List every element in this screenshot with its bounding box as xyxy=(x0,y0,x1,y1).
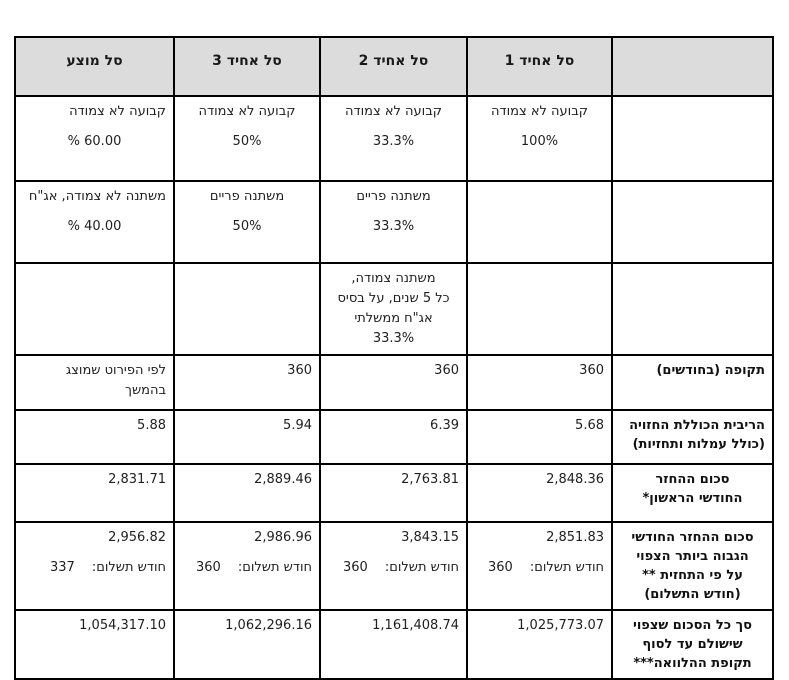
row-label-line: (כולל עמלות ותחזיות) xyxy=(632,437,765,452)
cell-text-line: 5.94 xyxy=(283,418,312,433)
cell-text-line: 6.39 xyxy=(430,418,459,433)
table-row-interest-type-1 xyxy=(15,96,773,181)
payment-month-label: חודש תשלום: xyxy=(237,560,312,575)
row-label xyxy=(612,522,773,610)
payment-month-label: חודש תשלום: xyxy=(529,560,604,575)
table-cell xyxy=(467,522,612,610)
cell-text-line: משתנה פריים xyxy=(209,189,285,204)
row-label xyxy=(612,464,773,522)
row-label-line: תקופה (בחודשים) xyxy=(656,363,765,378)
cell-text-line: 50% xyxy=(232,219,262,234)
row-label xyxy=(612,181,773,263)
column-header: סל מוצע xyxy=(15,37,174,96)
table-row-total-expected-interest xyxy=(15,410,773,464)
row-label-line: הגבוה ביותר הצפוי xyxy=(636,549,749,564)
table-cell xyxy=(467,464,612,522)
table-cell xyxy=(174,355,320,410)
row-label-line: על פי התחזית ** xyxy=(642,568,743,583)
cell-text-line: 33.3% xyxy=(372,134,415,149)
table-cell xyxy=(467,355,612,410)
cell-text-line: 1,054,317.10 xyxy=(79,618,166,633)
table-body xyxy=(15,96,773,679)
table-cell xyxy=(15,522,174,610)
cell-text-line: קבועה לא צמודה xyxy=(198,104,296,119)
comparison-table xyxy=(14,36,774,680)
row-label-line: תקופת ההלוואה*** xyxy=(633,656,752,671)
cell-text-line: 1,025,773.07 xyxy=(517,618,604,633)
cell-text-line: 33.3% xyxy=(372,331,415,346)
cell-text-line: אג"ח ממשלתי xyxy=(354,311,433,326)
table-cell xyxy=(320,610,467,679)
cell-text-line: 360 xyxy=(287,363,312,378)
payment-month-line xyxy=(23,558,166,578)
cell-text-line: משתנה לא צמודה, אג"ח xyxy=(28,189,166,204)
row-label xyxy=(612,410,773,464)
table-row-highest-expected-payment xyxy=(15,522,773,610)
cell-text-line: 2,956.82 xyxy=(108,530,166,545)
payment-month-label: חודש תשלום: xyxy=(91,560,166,575)
table-cell xyxy=(320,522,467,610)
payment-month-line xyxy=(328,558,459,578)
cell-text-line: 50% xyxy=(232,134,262,149)
cell-text-line: 5.88 xyxy=(137,418,166,433)
cell-text-line: 60.00 % xyxy=(67,134,122,149)
table-cell xyxy=(15,610,174,679)
cell-text-line: קבועה לא צמודה xyxy=(69,104,166,119)
cell-text-line: 2,763.81 xyxy=(401,472,459,487)
table-cell xyxy=(174,522,320,610)
cell-text-line: 100% xyxy=(520,134,559,149)
table-cell xyxy=(320,355,467,410)
table-cell xyxy=(467,410,612,464)
table-cell xyxy=(174,181,320,263)
table-row-interest-type-3 xyxy=(15,263,773,355)
payment-month-value: 360 xyxy=(343,560,368,575)
table-cell xyxy=(15,181,174,263)
table-row-first-monthly-payment xyxy=(15,464,773,522)
table-cell xyxy=(320,410,467,464)
table-cell xyxy=(15,464,174,522)
cell-text-line: 1,161,408.74 xyxy=(372,618,459,633)
table-cell xyxy=(174,96,320,181)
cell-text-line: 1,062,296.16 xyxy=(225,618,312,633)
table-row-period-months xyxy=(15,355,773,410)
row-label-line: סך כל הסכום שצפוי xyxy=(633,618,752,633)
table-cell xyxy=(467,610,612,679)
cell-text-line: 2,851.83 xyxy=(546,530,604,545)
payment-month-line xyxy=(182,558,312,578)
table-cell xyxy=(174,464,320,522)
table-header xyxy=(15,37,773,96)
row-label xyxy=(612,355,773,410)
cell-text-line: כל 5 שנים, על בסיס xyxy=(337,291,450,306)
table-cell xyxy=(15,355,174,410)
table-cell xyxy=(467,96,612,181)
row-label-line: הריבית הכוללת החזויה xyxy=(629,418,765,433)
table-row-interest-type-2 xyxy=(15,181,773,263)
table-cell xyxy=(174,610,320,679)
table-row-total-expected-amount xyxy=(15,610,773,679)
table-cell xyxy=(174,410,320,464)
cell-text-line: בהמשך xyxy=(124,383,166,398)
payment-month-value: 360 xyxy=(196,560,221,575)
row-label-line: סכום ההחזר xyxy=(655,472,730,487)
table-cell xyxy=(320,263,467,355)
table-cell xyxy=(467,181,612,263)
cell-text-line: לפי הפירוט שמוצג xyxy=(65,363,166,378)
cell-text-line: 40.00 % xyxy=(67,219,122,234)
table-cell xyxy=(174,263,320,355)
cell-text-line: 2,848.36 xyxy=(546,472,604,487)
payment-month-value: 337 xyxy=(50,560,75,575)
row-label-line: (חודש התשלום) xyxy=(644,587,741,602)
row-label xyxy=(612,96,773,181)
cell-text-line: 2,831.71 xyxy=(108,472,166,487)
table-cell xyxy=(320,96,467,181)
cell-text-line: 2,986.96 xyxy=(254,530,312,545)
payment-month-label: חודש תשלום: xyxy=(384,560,459,575)
cell-text-line: 5.68 xyxy=(575,418,604,433)
column-header: סל אחיד 2 xyxy=(320,37,467,96)
row-label xyxy=(612,610,773,679)
row-label-line: סכום ההחזר החודשי xyxy=(631,530,754,545)
cell-text-line: 33.3% xyxy=(372,219,415,234)
table-cell xyxy=(320,181,467,263)
header-row xyxy=(15,37,773,96)
column-header: סל אחיד 3 xyxy=(174,37,320,96)
cell-text-line: קבועה לא צמודה xyxy=(491,104,588,119)
cell-text-line: 3,843.15 xyxy=(401,530,459,545)
table-cell xyxy=(15,263,174,355)
payment-month-line xyxy=(475,558,604,578)
table-cell xyxy=(467,263,612,355)
payment-month-value: 360 xyxy=(488,560,513,575)
table-cell xyxy=(320,464,467,522)
column-header: סל אחיד 1 xyxy=(467,37,612,96)
cell-text-line: 360 xyxy=(434,363,459,378)
cell-text-line: קבועה לא צמודה xyxy=(345,104,442,119)
row-label-line: שישולם עד לסוף xyxy=(642,637,743,652)
table-cell xyxy=(15,410,174,464)
table-container xyxy=(14,36,774,680)
row-label-line: החודשי הראשון* xyxy=(642,491,743,506)
table-cell xyxy=(15,96,174,181)
column-header-empty xyxy=(612,37,773,96)
cell-text-line: 360 xyxy=(579,363,604,378)
row-label xyxy=(612,263,773,355)
cell-text-line: 2,889.46 xyxy=(254,472,312,487)
cell-text-line: משתנה פריים xyxy=(356,189,431,204)
cell-text-line: משתנה צמודה, xyxy=(351,271,436,286)
